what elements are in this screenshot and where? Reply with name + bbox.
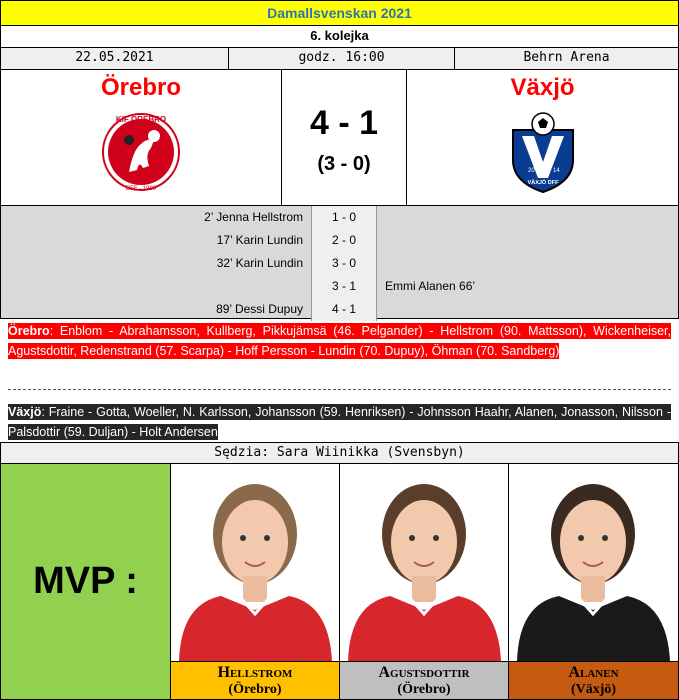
halftime-score: (3 - 0) <box>317 153 371 175</box>
goal-row <box>1 275 678 298</box>
goal-home-scorer: 89’ Dessi Dupuy <box>216 302 303 316</box>
crest-year-right: 14 <box>552 168 560 174</box>
away-lineup <box>8 402 671 442</box>
goal-running-score: 4 - 1 <box>311 298 377 321</box>
orebro-crest-icon <box>99 110 183 194</box>
crest-year-left: 20 <box>527 168 535 174</box>
player-name: Agustsdottir <box>378 664 470 681</box>
player-name: Alanen <box>568 664 619 681</box>
goal-row <box>1 298 678 321</box>
goal-running-score: 1 - 0 <box>311 206 377 229</box>
mvp-player-card <box>171 464 340 699</box>
player-portrait-icon <box>509 464 678 661</box>
goal-row <box>1 252 678 275</box>
league-title: Damallsvenskan 2021 <box>0 0 679 26</box>
lineup-divider <box>8 389 671 390</box>
round-label: 6. kolejka <box>0 26 679 48</box>
goal-home-scorer <box>1 275 311 298</box>
match-result <box>0 70 679 206</box>
player-caption <box>340 661 508 699</box>
player-photo <box>340 464 508 661</box>
goal-away-scorer <box>377 298 678 321</box>
player-caption <box>509 661 678 699</box>
goal-home-scorer: 17’ Karin Lundin <box>216 233 303 247</box>
final-score: 4 - 1 <box>309 104 379 142</box>
player-club: (Växjö) <box>570 682 617 697</box>
crest-text: VÄXJÖ DFF <box>527 180 558 186</box>
goal-home-scorer: 2’ Jenna Hellstrom <box>204 210 303 224</box>
home-lineup-players: : Enblom - Abrahamsson, Kullberg, Pikkujämsä (46. Pelgander) - Hellstrom (90. Mattsson), Wickenheiser, Agustsdottir, Redenstrand (57. Scarpa) - Hoff Persson - Lundin (70. Dupuy), Öhman (70. Sandberg) <box>8 324 671 358</box>
player-photo <box>171 464 339 661</box>
goal-running-score: 3 - 0 <box>311 252 377 275</box>
away-team <box>407 70 678 205</box>
match-time: godz. 16:00 <box>229 48 455 69</box>
goal-home-scorer: 32’ Karin Lundin <box>216 256 303 270</box>
score-box <box>281 70 407 205</box>
goal-away-scorer <box>377 229 678 252</box>
player-portrait-icon <box>340 464 508 661</box>
mvp-player-card <box>340 464 509 699</box>
goal-running-score: 3 - 1 <box>311 275 377 298</box>
mvp-label: MVP : <box>1 464 171 699</box>
mvp-section <box>0 464 679 700</box>
referee: Sędzia: Sara Wiinikka (Svensbyn) <box>0 442 679 464</box>
away-lineup-players: : Fraine - Gotta, Woeller, N. Karlsson, Johansson (59. Henriksen) - Johnsson Haahr, Alanen, Jonasson, Nilsson - Palsdottir (59. Duljan) - Holt Andersen <box>8 405 671 439</box>
home-team-name: Örebro <box>100 74 181 101</box>
player-club: (Örebro) <box>397 682 451 697</box>
away-team-name: Växjö <box>510 74 575 101</box>
match-venue: Behrn Arena <box>523 50 610 65</box>
home-lineup-team: Örebro <box>8 324 50 338</box>
goal-away-scorer <box>377 206 678 229</box>
crest-text: KIF ÖREBRO <box>115 115 167 124</box>
goal-away-scorer <box>377 252 678 275</box>
player-club: (Örebro) <box>228 682 282 697</box>
goal-running-score: 2 - 0 <box>311 229 377 252</box>
vaxjo-crest-icon <box>508 110 578 194</box>
player-portrait-icon <box>171 464 339 661</box>
player-photo <box>509 464 678 661</box>
crest-year: DFF · 1980 <box>125 186 157 192</box>
match-date: 22.05.2021 <box>1 48 229 69</box>
goal-row <box>1 206 678 229</box>
mvp-player-card <box>509 464 678 699</box>
home-team <box>1 70 281 205</box>
match-info-bar <box>0 48 679 70</box>
goals-table <box>0 206 679 319</box>
player-name: Hellstrom <box>217 664 293 681</box>
home-lineup <box>8 321 671 361</box>
goal-away-scorer: Emmi Alanen 66’ <box>385 279 476 293</box>
away-lineup-team: Växjö <box>8 405 42 419</box>
goal-row <box>1 229 678 252</box>
player-caption <box>171 661 339 699</box>
